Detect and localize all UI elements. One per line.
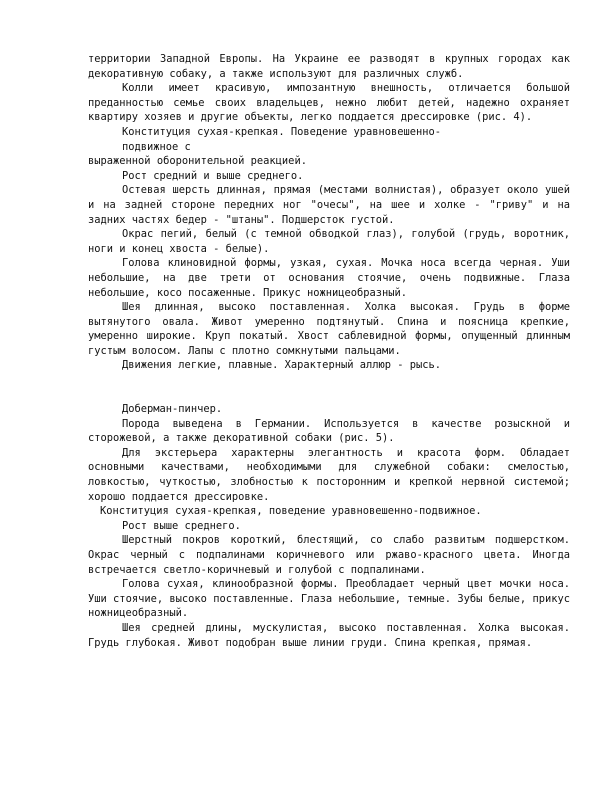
paragraph-coat: Остевая шерсть длинная, прямая (местами волнистая), образует около ушей и на задней стороне передних ног "очесы", на шее и холке - "гриву" и на задних частях бедер - "штаны". Подшерсток густой. <box>88 184 570 226</box>
paragraph-height: Рост средний и выше среднего. <box>122 169 304 182</box>
paragraph-doberman-origin: Порода выведена в Германии. Используется в качестве розыскной и сторожевой, а также декоративной собаки (рис. 5). <box>88 417 570 445</box>
paragraph-constitution-end: выраженной оборонительной реакцией. <box>88 155 307 168</box>
section-spacer <box>88 373 570 402</box>
paragraph-doberman-exterior: Для экстерьера характерны элегантность и красота форм. Обладает основными качествами, необходимыми для служебной собаки: смелостью, ловкостью, чуткостью, злобностью к посторонним и крепкой нервной системой; хорошо поддается дрессировке. <box>88 446 570 503</box>
paragraph-doberman-constitution: Конституция сухая-крепкая, поведение уравновешенно-подвижное. <box>100 505 482 518</box>
paragraph-doberman-head: Голова сухая, клинообразной формы. Преобладает черный цвет мочки носа. Уши стоячие, высоко поставленные. Глаза небольшие, темные. Зубы белые, прикус ножницеобразный. <box>88 578 570 620</box>
paragraph-color: Окрас пегий, белый (с темной обводкой глаз), голубой (грудь, воротник, ноги и конец хвоста - белые). <box>88 228 570 255</box>
paragraph-constitution-cont: подвижное с <box>122 140 191 153</box>
section-title-doberman: Доберман-пинчер. <box>122 403 223 416</box>
paragraph-doberman-height: Рост выше среднего. <box>122 519 241 532</box>
paragraph-collie-appearance: Колли имеет красивую, импозантную внешность, отличается большой преданностью семье своих владельцев, нежно любит детей, надежно охраняет квартиру хозяев и другие объекты, легко поддается дрессировке (рис. 4). <box>88 82 570 124</box>
paragraph-head: Голова клиновидной формы, узкая, сухая. Мочка носа всегда черная. Уши небольшие, на две трети от основания стоячие, очень подвижные. Глаза небольшие, косо посаженные. Прикус ножницеобразный. <box>88 257 570 299</box>
paragraph-constitution: Конституция сухая-крепкая. Поведение уравновешенно- <box>122 125 442 138</box>
paragraph-intro: территории Западной Европы. На Украине ее разводят в крупных городах как декоративную собаку, а также используют для различных служб. <box>88 53 570 80</box>
paragraph-doberman-coat: Шерстный покров короткий, блестящий, со слабо развитым подшерстком. Окрас черный с подпалинами коричневого или ржаво-красного цвета. Иногда встречается светло-коричневый и голубой с подпалинами. <box>88 534 570 576</box>
paragraph-doberman-neck: Шея средней длины, мускулистая, высоко поставленная. Холка высокая. Грудь глубокая. Живот подобран выше линии груди. Спина крепкая, прямая. <box>88 621 570 649</box>
paragraph-movement: Движения легкие, плавные. Характерный аллюр - рысь. <box>122 359 442 372</box>
paragraph-neck: Шея длинная, высоко поставленная. Холка высокая. Грудь в форме вытянутого овала. Живот умеренно подтянутый. Спина и поясница крепкие, умеренно широкие. Круп покатый. Хвост саблевидной формы, опущенный длинным густым волосом. Лапы с плотно сомкнутыми пальцами. <box>88 301 570 357</box>
document-body <box>88 52 570 650</box>
